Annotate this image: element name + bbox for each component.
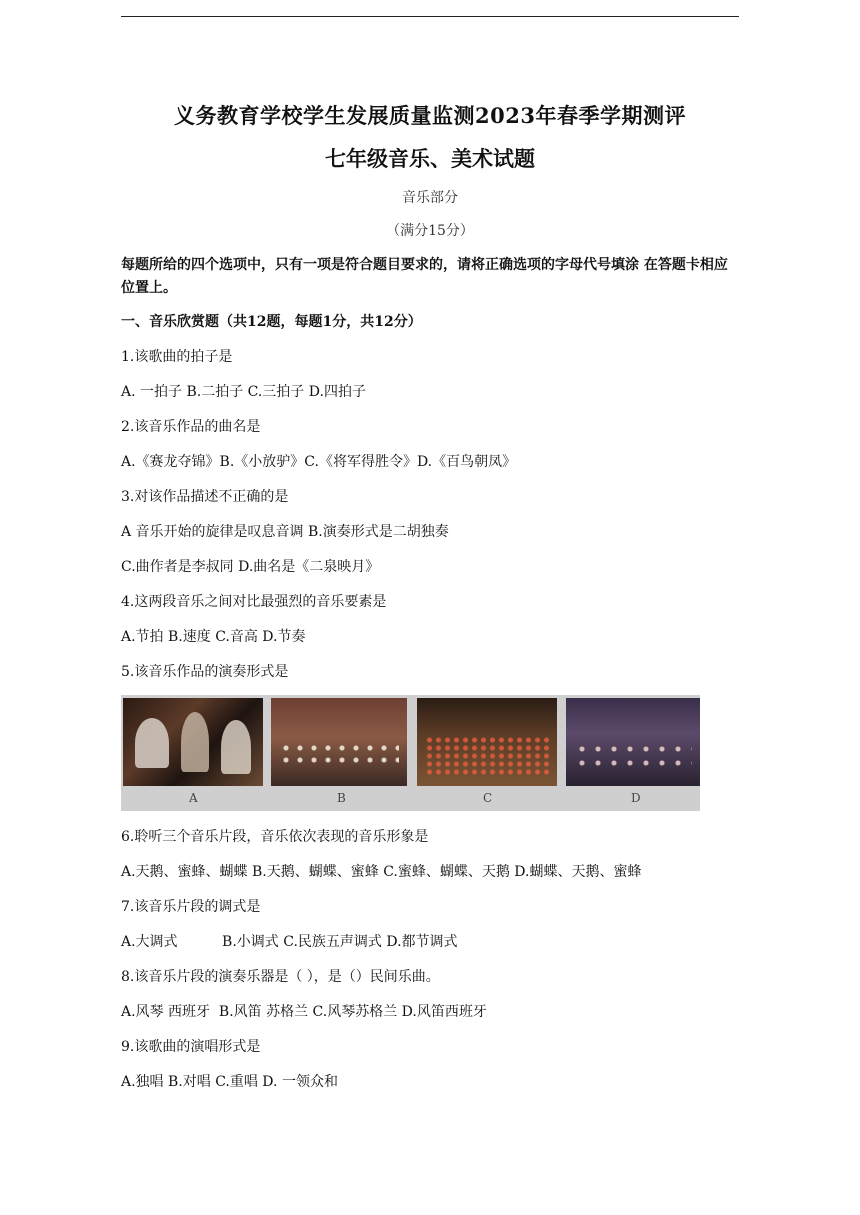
question-4: 4.这两段音乐之间对比最强烈的音乐要素是 <box>121 594 387 610</box>
part-label: 音乐部分 <box>402 190 458 206</box>
photo-a <box>123 698 263 786</box>
performer-figure <box>135 718 169 768</box>
photo-label-a: A <box>189 791 198 805</box>
question-9-options: A.独唱 B.对唱 C.重唱 D. 一领众和 <box>121 1074 338 1090</box>
question-6: 6.聆听三个音乐片段，音乐依次表现的音乐形象是 <box>121 829 429 845</box>
section-title: 一、音乐欣赏题（共12题，每题1分，共12分） <box>121 314 422 330</box>
ensemble <box>574 742 692 768</box>
question-8: 8.该音乐片段的演奏乐器是（ ），是（）民间乐曲。 <box>121 969 440 985</box>
exam-subtitle: 七年级音乐、美术试题 <box>325 146 535 171</box>
photo-label-b: B <box>337 791 346 805</box>
photo-b <box>271 698 407 786</box>
header-rule <box>121 16 739 17</box>
question-2: 2.该音乐作品的曲名是 <box>121 419 261 435</box>
performer-figure <box>221 720 251 774</box>
question-7-options: A.大调式 B.小调式 C.民族五声调式 D.都节调式 <box>121 934 458 950</box>
question-8-options: A.风琴 西班牙 B.风笛 苏格兰 C.风琴苏格兰 D.风笛西班牙 <box>121 1004 487 1020</box>
photo-c <box>417 698 557 786</box>
performer-figure <box>181 712 209 772</box>
performance-photos <box>121 695 700 811</box>
question-3-options-b: C.曲作者是李叔同 D.曲名是《二泉映月》 <box>121 559 380 575</box>
photo-label-c: C <box>483 791 493 805</box>
instructions: 每题所给的四个选项中，只有一项是符合题目要求的，请将正确选项的字母代号填涂 在答题卡相应位置上。 <box>121 257 728 296</box>
question-4-options: A.节拍 B.速度 C.音高 D.节奏 <box>121 629 306 645</box>
orchestra <box>425 736 549 776</box>
question-9: 9.该歌曲的演唱形式是 <box>121 1039 261 1055</box>
question-3-options-a: A 音乐开始的旋律是叹息音调 B.演奏形式是二胡独奏 <box>121 524 449 540</box>
seated-musicians <box>279 742 399 768</box>
question-1: 1.该歌曲的拍子是 <box>121 349 233 365</box>
question-3: 3.对该作品描述不正确的是 <box>121 489 289 505</box>
photo-d <box>566 698 700 786</box>
question-5: 5.该音乐作品的演奏形式是 <box>121 664 289 680</box>
question-1-options: A. 一拍子 B.二拍子 C.三拍子 D.四拍子 <box>121 384 366 400</box>
question-2-options: A.《赛龙夺锦》B.《小放驴》C.《将军得胜令》D.《百鸟朝凤》 <box>121 454 517 470</box>
photo-label-d: D <box>631 791 641 805</box>
question-7: 7.该音乐片段的调式是 <box>121 899 261 915</box>
question-6-options: A.天鹅、蜜蜂、蝴蝶 B.天鹅、蝴蝶、蜜蜂 C.蜜蜂、蝴蝶、天鹅 D.蝴蝶、天鹅、蜜蜂 <box>121 864 642 880</box>
exam-title: 义务教育学校学生发展质量监测2023年春季学期测评 <box>174 103 686 128</box>
full-score: （满分15分） <box>386 223 474 239</box>
